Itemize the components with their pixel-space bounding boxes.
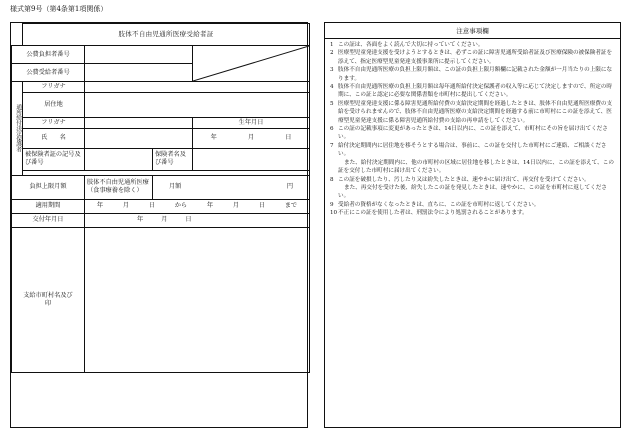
note-text: 不正にこの証を使用した者は、刑罰法令により処罰されることがあります。 (338, 210, 528, 217)
issue-date-label: 交付年月日 (12, 213, 85, 227)
period-start-month: 月 (122, 202, 130, 210)
period-start-day: 日 (148, 202, 155, 210)
recipient-number-field[interactable] (85, 64, 193, 82)
note-item (330, 83, 614, 100)
furigana2-label: フリガナ (23, 117, 85, 128)
municipality-label: 支給市町村名及び印 (12, 227, 85, 372)
notes-panel (324, 22, 621, 428)
note-text: この証の記載事項に変更があったときは、14日以内に、この証を添えて、市町村にその旨を届け出てください。 (338, 126, 608, 141)
period-end-year: 年 (206, 202, 214, 210)
recipient-number-label: 公費受給者番号 (12, 64, 85, 82)
note-text: 受給者の資格がなくなったときは、直ちに、この証を市町村に返してください。 (338, 201, 540, 208)
note-item (330, 49, 614, 66)
note-text: 医療型児童発達支援に係る障害児通所給付費の支給決定期間を経過したときは、肢体不自由児通所医療費の支給を受けられませんので、肢体不自由児通所医療の支給決定期間を経過する前に市町村にこの証を添えて、医療型児童発達支援に係る障害児通所給付費の支給の再申請をしてください。 (338, 100, 613, 124)
note-item (330, 159, 614, 176)
insured-card-label: 被保険者証の記号及び番号 (23, 148, 85, 170)
limit-description: 肢体不自由児通所医療（食事療養を除く） (85, 175, 153, 199)
certificate-panel (10, 22, 308, 428)
period-start-year: 年 (96, 202, 104, 210)
note-item (330, 201, 614, 209)
notes-title: 注意事項欄 (325, 23, 620, 39)
note-number: 6 (330, 126, 334, 133)
note-number: 3 (330, 67, 334, 74)
period-from: から (174, 202, 188, 210)
certificate-table (11, 23, 310, 373)
note-number: 7 (330, 142, 334, 149)
period-end-month: 月 (232, 202, 240, 210)
note-number: 4 (330, 84, 334, 91)
note-text: この証を破損したり、汚したり又は紛失したときは、速やかに届け出て、再交付を受けてください。 (338, 176, 590, 183)
limit-label: 負担上限月額 (12, 175, 85, 199)
municipality-field[interactable] (85, 227, 310, 372)
birth-month-unit: 月 (247, 134, 255, 142)
note-text: この証は、各面をよく読んで大切に持っていてください。 (338, 42, 484, 48)
diagonal-blank-cell (193, 46, 310, 82)
furigana-field[interactable] (85, 82, 310, 93)
monthly-label: 月額 (169, 183, 182, 191)
note-text: 肢体不自由児通所医療の負担上限月額は毎年通所給付決定保護者の収入等に応じて決定しますので、所定の時期に、この証と認定に必要な関係書類を市町村に提出してください。 (338, 84, 612, 99)
period-until: まで (284, 202, 298, 210)
notes-list (325, 39, 620, 218)
period-field[interactable] (85, 199, 310, 213)
insurer-field[interactable] (193, 148, 310, 170)
birth-date-field[interactable] (193, 128, 310, 148)
issue-month-unit: 月 (161, 216, 168, 224)
furigana-label: フリガナ (23, 82, 85, 93)
birth-label: 生年月日 (193, 117, 310, 128)
note-item (330, 41, 614, 49)
diagonal-line (193, 46, 309, 81)
issue-year-unit: 年 (137, 216, 144, 224)
period-label: 適用期間 (12, 199, 85, 213)
certificate-title: 肢体不自由児通所医療受給者証 (23, 24, 310, 46)
yen-label: 円 (286, 183, 294, 191)
note-item (330, 142, 614, 159)
name-field[interactable] (85, 128, 193, 148)
note-text: 肢体不自由児通所医療の負担上限月額は、この証の負担上限月額欄に記載された金額が一月当たりの上限になります。 (338, 67, 613, 82)
birth-year-unit: 年 (210, 134, 217, 142)
note-item (330, 176, 614, 184)
note-text: 医療型児童発達支援を受けようとするときは、必ずこの証に障害児通所受給者証及び医療保険の被保険者証を添えて、指定医療型児童発達支援事業所に提示してください。 (338, 50, 613, 65)
form-number: 様式第9号（第4条第1項関係） (10, 5, 108, 13)
issue-day-unit: 日 (185, 216, 192, 224)
note-item (330, 209, 614, 217)
name-label: 氏 名 (23, 128, 85, 148)
issue-date-field[interactable] (85, 213, 310, 227)
note-number: 5 (330, 100, 334, 107)
note-number: 8 (330, 176, 334, 183)
limit-amount-field[interactable] (153, 175, 310, 199)
address-label: 居住地 (23, 92, 85, 117)
guardian-label: 通所給付決定保護者 (12, 82, 23, 176)
birth-day-unit: 日 (285, 134, 292, 142)
note-number: 2 (330, 50, 334, 57)
note-item (330, 100, 614, 125)
period-end-day: 日 (258, 202, 265, 210)
note-text: また、再交付を受けた後、紛失したこの証を発見したときは、速やかに、この証を市町村に返してください。 (338, 184, 607, 200)
note-number: 1 (330, 42, 334, 48)
note-item (330, 184, 614, 201)
payer-number-field[interactable] (85, 46, 193, 64)
note-text: 給付決定期間内に居住地を移そうとする場合は、事前に、この証を交付した市町村にご連絡、ご相談ください。 (338, 142, 607, 158)
note-number: 9 (330, 201, 334, 208)
note-number: 10 (330, 210, 338, 217)
insured-card-field[interactable] (85, 148, 153, 170)
note-text: また、給付決定期間内に、他の市町村の区域に居住地を移したときは、14日以内に、この証を添えて、この証を交付した市町村に届け出てください。 (338, 159, 614, 175)
note-item (330, 66, 614, 83)
payer-number-label: 公費負担者番号 (12, 46, 85, 64)
address-field[interactable] (85, 92, 310, 117)
insurer-label: 保険者名及び番号 (153, 148, 193, 170)
furigana2-field[interactable] (85, 117, 193, 128)
note-item (330, 125, 614, 142)
